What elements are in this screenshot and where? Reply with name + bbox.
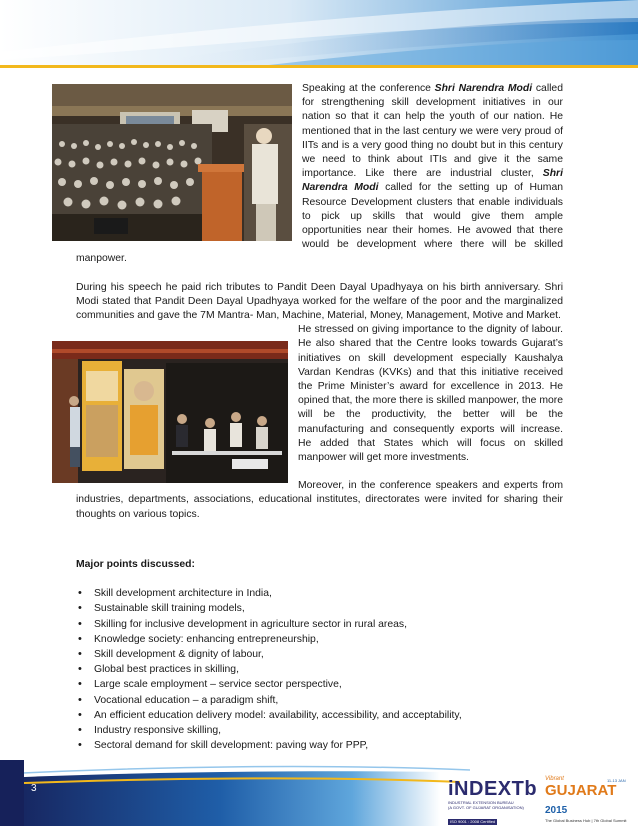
list-item: • An efficient education delivery model: availability, accessibility, and acceptability,: [94, 708, 563, 723]
section-heading: Major points discussed:: [76, 558, 195, 570]
conference-photo-speech: [52, 84, 292, 241]
p1-text-b: called for strengthening skill development initiatives in our nation so that it can help the youth of our nation. He mentioned that in the last century we were very proud of IITs and is a very good thing no doubt but in this century we need to think about ITIs and give it the same importance. Like there are industrial cluster,: [302, 83, 563, 180]
indextb-subtitle-2: (A GOVT. OF GUJARAT ORGANISATION): [448, 805, 524, 810]
article-body: [76, 82, 563, 753]
list-item: • Vocational education – a paradigm shift,: [94, 693, 563, 708]
points-list: [76, 586, 563, 753]
vibrant-gujarat-logo: [545, 776, 630, 823]
list-item: • Global best practices in skilling,: [94, 662, 563, 677]
list-item: • Skill development architecture in India,: [94, 586, 563, 601]
list-item: • Sustainable skill training models,: [94, 601, 563, 616]
vibrant-text: Vibrant: [545, 776, 564, 782]
paragraph-2: During his speech he paid rich tributes to Pandit Deen Dayal Upadhyaya on his birth anniversary. Shri Modi stated that Pandit Deen Dayal Upadhyaya worked for the welfare of the poor and the marginalized communities and gave the 7M Mantra- Man, Machine, Material, Money, Management, Motive and Market.: [76, 281, 563, 322]
summit-tagline: The Global Business Hub | 7th Global Summit: [545, 818, 627, 823]
list-item: • Skill development & dignity of labour,: [94, 647, 563, 662]
paragraph-4: Moreover, in the conference speakers and experts from industries, departments, associations, educational institutes, directorates were invited for sharing their thoughts on various topics.: [76, 480, 563, 520]
indextb-name: iNDEXTb: [448, 778, 538, 800]
speaker-name: Shri Narendra Modi: [434, 83, 533, 94]
page-header-banner: [0, 0, 638, 68]
indextb-iso: ISO 9001 : 2008 Certified: [450, 819, 496, 824]
list-item: • Industry responsive skilling,: [94, 723, 563, 738]
speaker-name-2: Shri Narendra Modi: [302, 168, 563, 194]
indextb-subtitle: INDUSTRIAL EXTENSION BUREAU: [448, 800, 514, 805]
year-text: 2015: [545, 805, 568, 816]
gujarat-text: GUJARAT: [545, 782, 617, 799]
page-footer-banner: [0, 760, 638, 826]
conference-photo-panel: [52, 341, 288, 483]
page-number: 3: [31, 783, 37, 794]
p1-text-a: Speaking at the conference: [302, 83, 435, 94]
paragraph-3: He stressed on giving importance to the dignity of labour. He also shared that the Centre looks towards Gujarat’s initiatives on skill development especially Kaushalya Vardan Kendras (KVKs) and that this initiative received the Prime Minister’s award for excellence in 2013. He opined that, the more there is skilled manpower, the more will be the productivity, the better will be the manufacturing and consequently exports will increase. He added that States which will focus on skilled manpower will get more investments.: [298, 324, 563, 464]
summit-dates: 11-13 JAN: [607, 778, 626, 783]
list-item: • Sectoral demand for skill development: paving way for PPP,: [94, 738, 563, 753]
list-item: • Skilling for inclusive development in agriculture sector in rural areas,: [94, 617, 563, 632]
list-item: • Knowledge society: enhancing entrepreneurship,: [94, 632, 563, 647]
list-item: • Large scale employment – service sector perspective,: [94, 677, 563, 692]
indextb-logo: [448, 778, 538, 824]
p1-text-c: called for the setting up of Human Resource Development clusters that enable individuals to pick up skills that would give them ample opportunities near their homes. He avowed that there would be development where there will be skilled manpower.: [76, 182, 563, 265]
